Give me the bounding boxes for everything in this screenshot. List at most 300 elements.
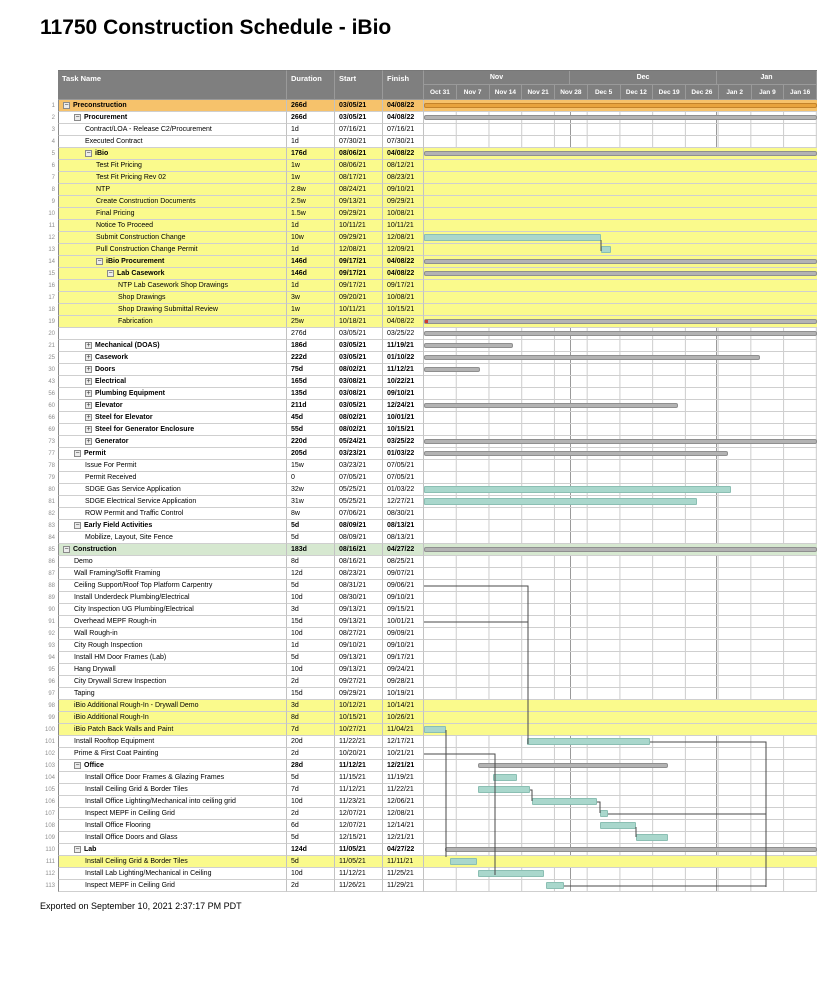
task-name-label: Install Lab Lighting/Mechanical in Ceiling [85, 870, 212, 877]
gantt-bar[interactable] [424, 726, 446, 733]
start-cell: 05/24/21 [335, 436, 383, 448]
table-row [40, 724, 817, 736]
start-cell: 11/23/21 [335, 796, 383, 808]
row-number: 11 [40, 220, 58, 232]
gantt-cell [424, 592, 817, 604]
finish-cell: 04/08/22 [383, 268, 424, 280]
start-cell: 09/13/21 [335, 664, 383, 676]
month-boundary-line [716, 136, 717, 147]
task-name-label: Fabrication [118, 318, 153, 325]
start-cell: 09/17/21 [335, 280, 383, 292]
gantt-cell [424, 832, 817, 844]
row-number: 17 [40, 292, 58, 304]
task-name-cell [58, 604, 287, 616]
task-name-label: Executed Contract [85, 138, 143, 145]
month-boundary-line [570, 364, 571, 375]
task-name-cell [58, 364, 287, 376]
timeline-header [424, 70, 817, 100]
task-name-label: Install Office Doors and Glass [85, 834, 178, 841]
gantt-cell [424, 232, 817, 244]
table-row [40, 220, 817, 232]
task-name-cell [58, 352, 287, 364]
timeline-week-label: Nov 28 [555, 85, 588, 99]
task-name-label: SDGE Electrical Service Application [85, 498, 197, 505]
collapse-icon[interactable]: − [86, 150, 91, 157]
start-cell: 08/06/21 [335, 148, 383, 160]
table-row [40, 208, 817, 220]
task-name-label: Test Fit Pricing [96, 162, 142, 169]
month-boundary-line [570, 508, 571, 519]
row-number: 79 [40, 472, 58, 484]
start-cell: 09/20/21 [335, 292, 383, 304]
gantt-bar[interactable] [424, 355, 760, 360]
month-boundary-line [570, 532, 571, 543]
row-number: 92 [40, 628, 58, 640]
row-number: 87 [40, 568, 58, 580]
task-name-label: iBio Additional Rough-In [74, 714, 149, 721]
start-cell: 07/30/21 [335, 136, 383, 148]
collapse-icon[interactable]: − [97, 258, 102, 265]
table-row [40, 868, 817, 880]
timeline-week-label: Nov 14 [490, 85, 523, 99]
row-number: 1 [40, 100, 58, 112]
task-name-cell [58, 592, 287, 604]
month-boundary-line [716, 532, 717, 543]
month-boundary-line [570, 124, 571, 135]
timeline-week-label: Oct 31 [424, 85, 457, 99]
finish-cell: 12/06/21 [383, 796, 424, 808]
duration-cell: 5d [287, 652, 335, 664]
duration-cell: 10d [287, 592, 335, 604]
month-boundary-line [716, 880, 717, 891]
gantt-cell [424, 604, 817, 616]
gantt-bar[interactable] [478, 870, 544, 877]
task-name-label: Install Office Flooring [85, 822, 151, 829]
task-name-label: Install Ceiling Grid & Border Tiles [85, 786, 188, 793]
duration-cell: 75d [287, 364, 335, 376]
gantt-bar[interactable] [478, 786, 530, 793]
duration-cell: 0 [287, 472, 335, 484]
table-row [40, 364, 817, 376]
gantt-cell [424, 244, 817, 256]
month-boundary-line [716, 820, 717, 831]
table-row [40, 436, 817, 448]
timeline-week-label: Dec 19 [653, 85, 686, 99]
finish-cell: 07/05/21 [383, 460, 424, 472]
month-boundary-line [570, 604, 571, 615]
task-name-label: NTP [96, 186, 110, 193]
duration-cell: 1d [287, 280, 335, 292]
gantt-bar[interactable] [424, 271, 817, 276]
task-name-label: Final Pricing [96, 210, 135, 217]
row-number: 106 [40, 796, 58, 808]
table-row [40, 328, 817, 340]
gantt-cell [424, 640, 817, 652]
row-number: 82 [40, 508, 58, 520]
gantt-bar[interactable] [527, 738, 650, 745]
finish-cell: 07/16/21 [383, 124, 424, 136]
task-name-label: Permit Received [85, 474, 137, 481]
start-cell: 10/15/21 [335, 712, 383, 724]
month-boundary-line [716, 616, 717, 627]
gantt-cell [424, 712, 817, 724]
finish-cell: 01/03/22 [383, 448, 424, 460]
expand-icon[interactable]: + [86, 390, 91, 397]
month-boundary-line [716, 340, 717, 351]
start-cell: 12/07/21 [335, 808, 383, 820]
start-cell: 10/18/21 [335, 316, 383, 328]
collapse-icon[interactable]: − [75, 846, 80, 853]
finish-cell: 09/06/21 [383, 580, 424, 592]
gantt-bar[interactable] [424, 343, 513, 348]
finish-cell: 09/24/21 [383, 664, 424, 676]
expand-icon[interactable]: + [86, 354, 91, 361]
table-row [40, 508, 817, 520]
duration-cell: 3w [287, 292, 335, 304]
task-name-label: Install Underdeck Plumbing/Electrical [74, 594, 190, 601]
gantt-bar[interactable] [424, 151, 817, 156]
month-boundary-line [716, 784, 717, 795]
finish-cell: 07/30/21 [383, 136, 424, 148]
start-cell: 10/12/21 [335, 700, 383, 712]
start-cell: 09/13/21 [335, 616, 383, 628]
collapse-icon[interactable]: − [75, 522, 80, 529]
table-row [40, 676, 817, 688]
duration-cell: 2.8w [287, 184, 335, 196]
table-row [40, 748, 817, 760]
table-row [40, 796, 817, 808]
table-row [40, 760, 817, 772]
row-number: 97 [40, 688, 58, 700]
table-row [40, 304, 817, 316]
task-name-cell [58, 172, 287, 184]
gantt-cell [424, 280, 817, 292]
table-row [40, 472, 817, 484]
finish-cell: 08/23/21 [383, 172, 424, 184]
month-boundary-line [716, 472, 717, 483]
gantt-bar[interactable] [546, 882, 564, 889]
gantt-cell [424, 688, 817, 700]
table-row [40, 772, 817, 784]
table-row [40, 520, 817, 532]
duration-cell: 5d [287, 772, 335, 784]
task-name-cell [58, 256, 287, 268]
gantt-bar[interactable] [424, 331, 817, 336]
start-cell: 08/02/21 [335, 412, 383, 424]
task-name-label: Shop Drawings [118, 294, 166, 301]
row-number: 90 [40, 604, 58, 616]
task-name-label: iBio Additional Rough-In - Drywall Demo [74, 702, 199, 709]
finish-cell: 08/13/21 [383, 520, 424, 532]
task-name-cell [58, 220, 287, 232]
start-cell: 05/25/21 [335, 484, 383, 496]
start-cell: 09/29/21 [335, 688, 383, 700]
expand-icon[interactable]: + [86, 402, 91, 409]
timeline-months-row [424, 71, 817, 85]
row-number: 43 [40, 376, 58, 388]
gantt-bar[interactable] [424, 439, 817, 444]
finish-cell: 03/25/22 [383, 436, 424, 448]
collapse-icon[interactable]: − [75, 114, 80, 121]
finish-cell: 10/21/21 [383, 748, 424, 760]
gantt-cell [424, 520, 817, 532]
gantt-bar[interactable] [424, 451, 728, 456]
task-name-label: Inspect MEPF in Ceiling Grid [85, 882, 175, 889]
task-name-cell [58, 880, 287, 892]
task-name-label: iBio [95, 150, 109, 157]
task-name-label: Casework [95, 354, 129, 361]
page-title: 11750 Construction Schedule - iBio [40, 16, 392, 39]
task-name-label: Install Rooftop Equipment [74, 738, 155, 745]
gantt-bar[interactable] [445, 847, 817, 852]
month-boundary-line [570, 592, 571, 603]
gantt-cell [424, 136, 817, 148]
table-row [40, 532, 817, 544]
gantt-cell [424, 172, 817, 184]
start-cell: 10/27/21 [335, 724, 383, 736]
table-row [40, 700, 817, 712]
duration-cell: 266d [287, 100, 335, 112]
month-boundary-line [716, 124, 717, 135]
table-row [40, 652, 817, 664]
gantt-bar[interactable] [532, 798, 597, 805]
gantt-bar[interactable] [424, 319, 817, 324]
timeline-weeks-row [424, 85, 817, 99]
finish-cell: 10/26/21 [383, 712, 424, 724]
row-number: 113 [40, 880, 58, 892]
month-boundary-line [716, 868, 717, 879]
expand-icon[interactable]: + [86, 414, 91, 421]
task-name-cell [58, 808, 287, 820]
month-boundary-line [570, 832, 571, 843]
finish-cell: 04/08/22 [383, 112, 424, 124]
row-number: 93 [40, 640, 58, 652]
expand-icon[interactable]: + [86, 426, 91, 433]
expand-icon[interactable]: + [86, 342, 91, 349]
table-row [40, 412, 817, 424]
gantt-bar[interactable] [424, 115, 817, 120]
gantt-cell [424, 760, 817, 772]
task-name-label: Install HM Door Frames (Lab) [74, 654, 167, 661]
table-row [40, 460, 817, 472]
month-boundary-line [570, 580, 571, 591]
task-name-cell [58, 820, 287, 832]
gantt-bar[interactable] [450, 858, 477, 865]
start-cell: 10/11/21 [335, 304, 383, 316]
gantt-cell [424, 400, 817, 412]
duration-cell: 20d [287, 736, 335, 748]
start-cell: 11/15/21 [335, 772, 383, 784]
month-boundary-line [570, 880, 571, 891]
gantt-cell [424, 364, 817, 376]
start-cell: 11/12/21 [335, 784, 383, 796]
table-row [40, 340, 817, 352]
duration-cell: 12d [287, 568, 335, 580]
start-cell: 03/05/21 [335, 112, 383, 124]
duration-cell: 176d [287, 148, 335, 160]
month-boundary-line [716, 568, 717, 579]
finish-cell: 10/08/21 [383, 208, 424, 220]
task-name-label: Overhead MEPF Rough-in [74, 618, 157, 625]
gantt-bar[interactable] [424, 498, 697, 505]
task-name-cell [58, 640, 287, 652]
table-row [40, 808, 817, 820]
timeline-week-label: Nov 21 [522, 85, 555, 99]
task-name-cell [58, 532, 287, 544]
start-cell: 07/06/21 [335, 508, 383, 520]
gantt-bar[interactable] [424, 403, 678, 408]
duration-cell: 5d [287, 520, 335, 532]
month-boundary-line [716, 424, 717, 435]
gantt-bar[interactable] [424, 486, 731, 493]
expand-icon[interactable]: + [86, 366, 91, 373]
gantt-bar[interactable] [424, 259, 817, 264]
collapse-icon[interactable]: − [64, 102, 69, 109]
task-name-cell [58, 160, 287, 172]
finish-cell: 01/10/22 [383, 352, 424, 364]
gantt-bar[interactable] [424, 547, 817, 552]
duration-cell: 183d [287, 544, 335, 556]
expand-icon[interactable]: + [86, 378, 91, 385]
task-name-label: Procurement [84, 114, 128, 121]
expand-icon[interactable]: + [86, 438, 91, 445]
duration-cell: 5d [287, 580, 335, 592]
row-number: 101 [40, 736, 58, 748]
finish-cell: 09/10/21 [383, 184, 424, 196]
row-number: 3 [40, 124, 58, 136]
task-name-cell [58, 244, 287, 256]
gantt-bar[interactable] [601, 246, 611, 253]
gantt-bar[interactable] [424, 103, 817, 108]
gantt-cell [424, 556, 817, 568]
gantt-cell [424, 736, 817, 748]
duration-cell: 222d [287, 352, 335, 364]
task-name-cell [58, 304, 287, 316]
task-name-cell [58, 208, 287, 220]
month-boundary-line [570, 784, 571, 795]
row-number: 105 [40, 784, 58, 796]
duration-cell: 266d [287, 112, 335, 124]
start-cell: 09/13/21 [335, 652, 383, 664]
duration-cell: 1w [287, 160, 335, 172]
gantt-cell [424, 100, 817, 112]
task-name-cell [58, 124, 287, 136]
gantt-cell [424, 376, 817, 388]
task-name-label: Mechanical (DOAS) [95, 342, 160, 349]
gantt-cell [424, 856, 817, 868]
collapse-icon[interactable]: − [64, 546, 69, 553]
finish-cell: 04/08/22 [383, 316, 424, 328]
month-boundary-line [570, 640, 571, 651]
table-row [40, 100, 817, 112]
row-number: 21 [40, 340, 58, 352]
duration-cell: 146d [287, 268, 335, 280]
gantt-cell [424, 724, 817, 736]
task-name-cell [58, 388, 287, 400]
gantt-bar[interactable] [424, 234, 601, 241]
row-number: 86 [40, 556, 58, 568]
collapse-icon[interactable]: − [108, 270, 113, 277]
month-boundary-line [570, 616, 571, 627]
gantt-cell [424, 424, 817, 436]
start-cell: 09/27/21 [335, 676, 383, 688]
task-name-label: Doors [95, 366, 116, 373]
gantt-bar[interactable] [636, 834, 668, 841]
column-header-start: Start [335, 70, 383, 100]
table-row [40, 448, 817, 460]
duration-cell: 276d [287, 328, 335, 340]
duration-cell: 2d [287, 748, 335, 760]
month-boundary-line [570, 688, 571, 699]
month-boundary-line [570, 340, 571, 351]
duration-cell: 7d [287, 724, 335, 736]
duration-cell: 10d [287, 664, 335, 676]
gantt-bar[interactable] [478, 763, 668, 768]
task-name-cell [58, 796, 287, 808]
duration-cell: 10d [287, 868, 335, 880]
task-name-cell [58, 772, 287, 784]
month-boundary-line [716, 400, 717, 411]
collapse-icon[interactable]: − [75, 762, 80, 769]
collapse-icon[interactable]: − [75, 450, 80, 457]
gantt-bar[interactable] [600, 810, 608, 817]
duration-cell: 32w [287, 484, 335, 496]
row-number: 9 [40, 196, 58, 208]
task-name-label: Preconstruction [73, 102, 127, 109]
row-number: 73 [40, 436, 58, 448]
row-number: 56 [40, 388, 58, 400]
finish-cell: 10/01/21 [383, 412, 424, 424]
finish-cell: 04/08/22 [383, 256, 424, 268]
month-boundary-line [716, 412, 717, 423]
task-name-label: ROW Permit and Traffic Control [85, 510, 184, 517]
table-row [40, 316, 817, 328]
finish-cell: 09/17/21 [383, 280, 424, 292]
table-row [40, 640, 817, 652]
row-number: 109 [40, 832, 58, 844]
duration-cell: 1d [287, 244, 335, 256]
table-row [40, 112, 817, 124]
task-name-cell [58, 856, 287, 868]
task-name-label: Generator [95, 438, 129, 445]
row-number: 84 [40, 532, 58, 544]
table-row [40, 496, 817, 508]
task-name-cell [58, 100, 287, 112]
start-cell: 10/20/21 [335, 748, 383, 760]
gantt-bar[interactable] [424, 367, 480, 372]
gantt-bar[interactable] [600, 822, 636, 829]
month-boundary-line [716, 676, 717, 687]
finish-cell: 12/27/21 [383, 496, 424, 508]
month-boundary-line [570, 460, 571, 471]
month-boundary-line [570, 676, 571, 687]
task-name-cell [58, 832, 287, 844]
gantt-bar[interactable] [493, 774, 517, 781]
duration-cell: 28d [287, 760, 335, 772]
duration-cell: 55d [287, 424, 335, 436]
start-cell: 03/05/21 [335, 352, 383, 364]
gantt-cell [424, 616, 817, 628]
critical-marker [425, 320, 428, 323]
finish-cell: 11/19/21 [383, 772, 424, 784]
duration-cell: 2.5w [287, 196, 335, 208]
table-row [40, 844, 817, 856]
row-number: 19 [40, 316, 58, 328]
gantt-cell [424, 352, 817, 364]
finish-cell: 08/25/21 [383, 556, 424, 568]
row-number: 5 [40, 148, 58, 160]
task-name-cell [58, 520, 287, 532]
